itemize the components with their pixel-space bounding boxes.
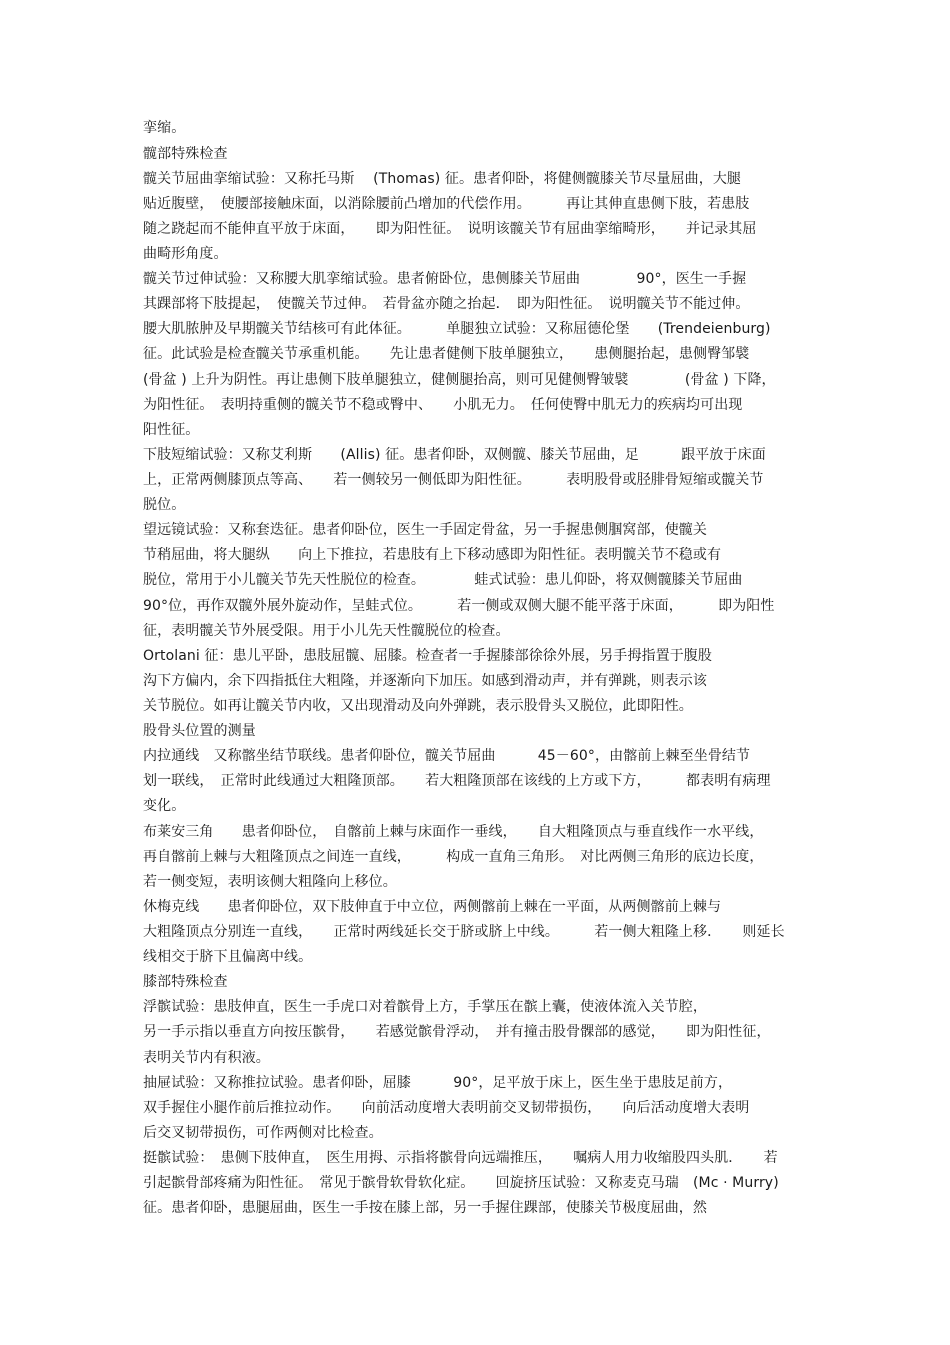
text-line: 髋关节屈曲挛缩试验：又称托马斯 (Thomas) 征。患者仰卧，将健侧髋膝关节尽量屈曲，大腿 <box>143 171 742 187</box>
text-line: 双手握住小腿作前后推拉动作。 向前活动度增大表明前交叉韧带损伤， 向后活动度增大表明 <box>143 1100 750 1116</box>
text-line: 内拉通线 又称髂坐结节联线。患者仰卧位，髋关节屈曲 45－60°，由髂前上棘至坐骨结节 <box>143 748 751 764</box>
text-line: 另一手示指以垂直方向按压髌骨， 若感觉髌骨浮动， 并有撞击股骨髁部的感觉， 即为阳性征， <box>143 1024 771 1040</box>
text-line: 休梅克线 患者仰卧位，双下肢伸直于中立位，两侧髂前上棘在一平面，从两侧髂前上棘与 <box>143 899 722 915</box>
text-line: 引起髌骨部疼痛为阳性征。 常见于髌骨软骨软化症。 回旋挤压试验：又称麦克马瑞 (Mc · Murry) <box>143 1175 779 1191</box>
text-line: 节稍屈曲，将大腿纵 向上下推拉，若患肢有上下移动感即为阳性征。表明髋关节不稳或有 <box>143 547 722 563</box>
section-heading: 髋部特殊检查 <box>143 146 228 162</box>
text-line: 望远镜试验：又称套迭征。患者仰卧位，医生一手固定骨盆，另一手握患侧腘窝部，使髋关 <box>143 522 707 538</box>
text-line: 挺髌试验： 患侧下肢伸直， 医生用拇、示指将髌骨向远端推压， 嘱病人用力收缩股四头肌． 若 <box>143 1150 778 1166</box>
text-line: (骨盆 ) 上升为阴性。再让患侧下肢单腿独立，健侧腿抬高，则可见健侧臀皱襞 (骨盆 ) 下降， <box>143 372 776 388</box>
text-line: 征。患者仰卧，患腿屈曲，医生一手按在膝上部，另一手握住踝部，使膝关节极度屈曲，然 <box>143 1200 707 1216</box>
text-line: 再自髂前上棘与大粗隆顶点之间连一直线， 构成一直角三角形。 对比两侧三角形的底边长度， <box>143 849 764 865</box>
text-line: 线相交于脐下且偏离中线。 <box>143 949 313 965</box>
text-line: 关节脱位。如再让髋关节内收，又出现滑动及向外弹跳，表示股骨头又脱位，此即阳性。 <box>143 698 693 714</box>
text-line: 表明关节内有积液。 <box>143 1050 270 1066</box>
text-line: 大粗隆顶点分别连一直线， 正常时两线延长交于脐或脐上中线。 若一侧大粗隆上移． 则延长 <box>143 924 785 940</box>
text-line: 90°位，再作双髋外展外旋动作，呈蛙式位。 若一侧或双侧大腿不能平落于床面， 即为阳性 <box>143 598 775 614</box>
text-line: 其踝部将下肢提起， 使髋关节过伸。 若骨盆亦随之抬起． 即为阳性征。 说明髋关节不能过伸。 <box>143 296 750 312</box>
section-heading: 股骨头位置的测量 <box>143 723 256 739</box>
text-line: 挛缩。 <box>143 120 186 136</box>
text-line: 布莱安三角 患者仰卧位， 自髂前上棘与床面作一垂线， 自大粗隆顶点与垂直线作一水平线， <box>143 824 764 840</box>
text-line: 阳性征。 <box>143 422 200 438</box>
text-line: 为阳性征。 表明持重侧的髋关节不稳或臀中、 小肌无力。 任何使臀中肌无力的疾病均可出现 <box>143 397 743 413</box>
text-line: 脱位。 <box>143 497 186 513</box>
text-line: 曲畸形角度。 <box>143 246 228 262</box>
text-line: 抽屉试验：又称推拉试验。患者仰卧，屈膝 90°，足平放于床上，医生坐于患肢足前方， <box>143 1075 733 1091</box>
text-line: 沟下方偏内，余下四指抵住大粗隆，并逐渐向下加压。如感到滑动声，并有弹跳，则表示该 <box>143 673 707 689</box>
text-line: 下肢短缩试验：又称艾利斯 (Allis) 征。患者仰卧，双侧髋、膝关节屈曲，足 跟平放于床面 <box>143 447 766 463</box>
text-line: 随之跷起而不能伸直平放于床面， 即为阳性征。 说明该髋关节有屈曲挛缩畸形， 并记录其屈 <box>143 221 757 237</box>
text-line: 后交叉韧带损伤，可作两侧对比检查。 <box>143 1125 383 1141</box>
text-line: 贴近腹壁， 使腰部接触床面，以消除腰前凸增加的代偿作用。 再让其伸直患侧下肢，若患肢 <box>143 196 750 212</box>
text-line: 上，正常两侧膝顶点等高、 若一侧较另一侧低即为阳性征。 表明股骨或胫腓骨短缩或髋关节 <box>143 472 764 488</box>
text-line: 征。此试验是检查髋关节承重机能。 先让患者健侧下肢单腿独立， 患侧腿抬起，患侧臀邹襞 <box>143 346 750 362</box>
text-line: 若一侧变短，表明该侧大粗隆向上移位。 <box>143 874 397 890</box>
text-line: 变化。 <box>143 798 186 814</box>
text-line: Ortolani 征：患儿平卧，患肢屈髋、屈膝。检查者一手握膝部徐徐外展，另手拇指置于腹股 <box>143 648 713 664</box>
text-line: 浮髌试验：患肢伸直，医生一手虎口对着髌骨上方，手掌压在髌上囊，使液体流入关节腔， <box>143 999 707 1015</box>
section-heading: 膝部特殊检查 <box>143 974 228 990</box>
text-line: 划一联线， 正常时此线通过大粗隆顶部。 若大粗隆顶部在该线的上方或下方， 都表明有病理 <box>143 773 771 789</box>
text-line: 脱位，常用于小儿髋关节先天性脱位的检查。 蛙式试验：患儿仰卧，将双侧髋膝关节屈曲 <box>143 572 743 588</box>
text-line: 征，表明髋关节外展受限。用于小儿先天性髋脱位的检查。 <box>143 623 510 639</box>
text-line: 腰大肌脓肿及早期髋关节结核可有此体征。 单腿独立试验：又称屈德伦堡 (Trendeienburg) <box>143 321 771 337</box>
text-line: 髋关节过伸试验：又称腰大肌挛缩试验。患者俯卧位，患侧膝关节屈曲 90°，医生一手握 <box>143 271 747 287</box>
